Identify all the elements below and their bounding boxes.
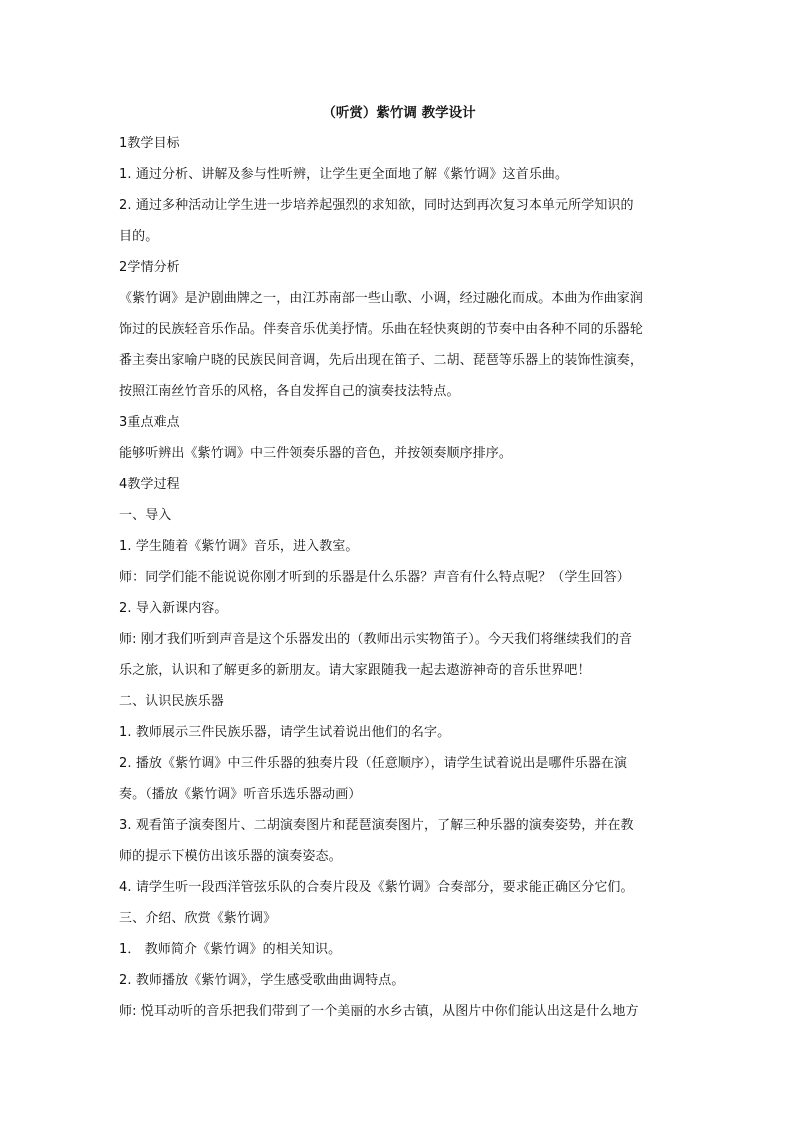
paragraph [119,128,679,159]
paragraph [119,717,679,748]
paragraph [119,965,679,996]
document-content [119,98,679,1027]
text-line: 4教学过程 [119,477,180,492]
paragraph [119,903,679,934]
text-line: 3. 观看笛子演奏图片、二胡演奏图片和琵琶演奏图片，了解三种乐器的演奏姿势，并在教 [119,818,634,833]
paragraph [119,500,679,531]
text-line: 2. 通过多种活动让学生进一步培养起强烈的求知欲，同时达到再次复习本单元所学知识的 [119,198,634,213]
paragraph [119,469,679,500]
text-line: 1. 学生随着《紫竹调》音乐，进入教室。 [119,539,359,554]
text-line: 2. 教师播放《紫竹调》，学生感受歌曲曲调特点。 [119,973,405,988]
paragraph [119,531,679,562]
paragraph [119,190,679,252]
text-line: 师: 刚才我们听到声音是这个乐器发出的（教师出示实物笛子）。今天我们将继续我们的音 [119,632,633,647]
paragraph [119,407,679,438]
text-line: 奏。（播放《紫竹调》听音乐选乐器动画） [119,787,362,802]
text-line: 3重点难点 [119,415,180,430]
text-line: 《紫竹调》是沪剧曲牌之一，由江苏南部一些山歌、小调，经过融化而成。本曲为作曲家润 [119,291,644,306]
text-line: 1． 教师简介《紫竹调》的相关知识。 [119,942,342,957]
paragraph [119,624,679,686]
text-line: 1教学目标 [119,136,180,151]
text-line: 2学情分析 [119,260,180,275]
text-line: 三、介绍、欣赏《紫竹调》 [119,911,277,926]
text-line: 2. 导入新课内容。 [119,601,228,616]
paragraph [119,252,679,283]
text-line: 1. 通过分析、讲解及参与性听辨，让学生更全面地了解《紫竹调》这首乐曲。 [119,167,569,182]
text-line: 1. 教师展示三件民族乐器，请学生试着说出他们的名字。 [119,725,451,740]
paragraph [119,686,679,717]
paragraph [119,996,679,1027]
paragraph [119,159,679,190]
paragraph [119,593,679,624]
text-line: 乐之旅，认识和了解更多的新朋友。请大家跟随我一起去遨游神奇的音乐世界吧！ [119,663,591,678]
paragraph [119,438,679,469]
text-line: 师: 悦耳动听的音乐把我们带到了一个美丽的水乡古镇，从图片中你们能认出这是什么地方 [119,1004,639,1019]
text-line: 师：同学们能不能说说你刚才听到的乐器是什么乐器？声音有什么特点呢？（学生回答） [119,570,630,585]
paragraph [119,748,679,810]
paragraph [119,810,679,872]
text-line: 一、导入 [119,508,172,523]
text-line: 目的。 [119,229,159,244]
paragraph [119,872,679,903]
text-line: 番主奏出家喻户晓的民族民间音调，先后出现在笛子、二胡、琵琶等乐器上的装饰性演奏， [119,353,644,368]
document-body [119,128,679,1027]
text-line: 能够听辨出《紫竹调》中三件领奏乐器的音色，并按领奏顺序排序。 [119,446,513,461]
text-line: 4. 请学生听一段西洋管弦乐队的合奏片段及《紫竹调》合奏部分，要求能正确区分它们。 [119,880,634,895]
text-line: 按照江南丝竹音乐的风格，各自发挥自己的演奏技法特点。 [119,384,460,399]
paragraph [119,283,679,407]
document-title: （听赏）紫竹调 教学设计 [322,105,476,121]
paragraph [119,934,679,965]
text-line: 二、认识民族乐器 [119,694,224,709]
text-line: 2. 播放《紫竹调》中三件乐器的独奏片段（任意顺序），请学生试着说出是哪件乐器在演 [119,756,628,771]
text-line: 饰过的民族轻音乐作品。伴奏音乐优美抒情。乐曲在轻快爽朗的节奏中由各种不同的乐器轮 [119,322,644,337]
text-line: 师的提示下模仿出该乐器的演奏姿态。 [119,849,342,864]
paragraph [119,562,679,593]
